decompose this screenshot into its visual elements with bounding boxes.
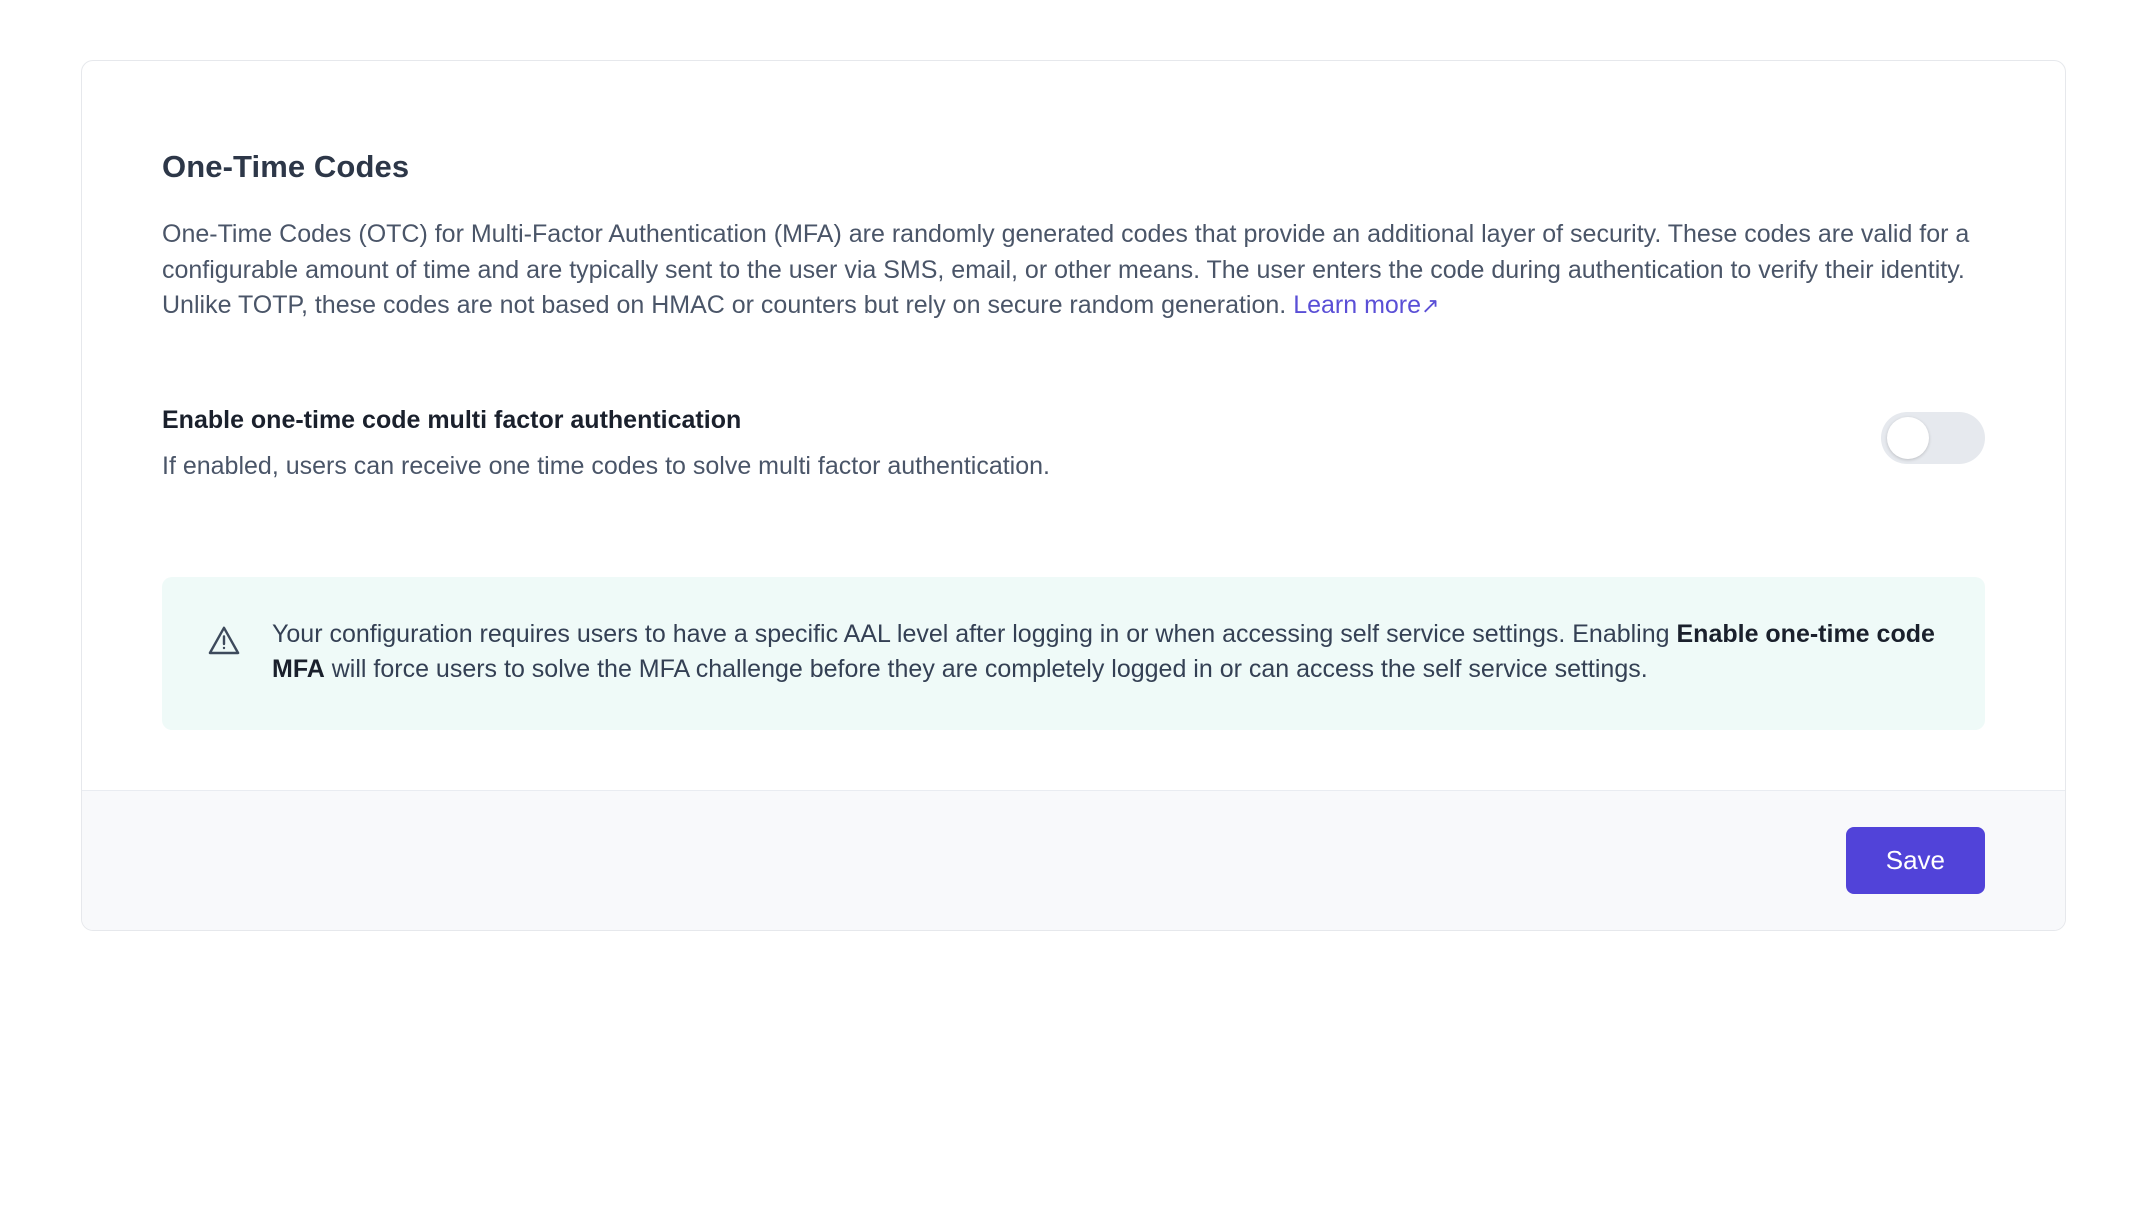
enable-otc-toggle[interactable] [1881, 412, 1985, 464]
enable-otc-setting-texts [162, 406, 1881, 481]
warning-triangle-icon [206, 623, 242, 664]
one-time-codes-card [81, 60, 2066, 931]
save-button[interactable]: Save [1846, 827, 1985, 894]
learn-more-label: Learn more [1293, 291, 1422, 319]
aal-warning-callout [162, 577, 1985, 730]
enable-otc-description: If enabled, users can receive one time codes to solve multi factor authentication. [162, 451, 1050, 480]
aal-warning-text-part-1: Your configuration requires users to have a specific AAL level after logging in or when accessing self service settings. Enabling [272, 619, 1677, 648]
enable-otc-setting-row [162, 406, 1985, 481]
aal-warning-text-part-2: will force users to solve the MFA challenge before they are completely logged in or can access the self service settings. [324, 655, 1648, 683]
card-body [82, 61, 2065, 790]
enable-otc-label: Enable one-time code multi factor authentication [162, 405, 742, 434]
toggle-knob [1887, 417, 1929, 459]
learn-more-link[interactable] [1293, 291, 1439, 319]
card-description [162, 217, 1985, 324]
page-title: One-Time Codes [162, 149, 410, 184]
card-footer [82, 790, 2065, 930]
aal-warning-text [272, 617, 1941, 688]
card-description-text: One-Time Codes (OTC) for Multi-Factor Authentication (MFA) are randomly generated codes that provide an additional layer of security. These codes are valid for a configurable amount of time and are typically sent to the user via SMS, email, or other means. The user enters the code during authentication to verify their identity. Unlike TOTP, these codes are not based on HMAC or counters but rely on secure random generation. [162, 220, 1970, 319]
external-link-arrow-icon: ↗ [1421, 293, 1440, 318]
aal-warning-emphasis: Enable one-time code MFA [272, 619, 1935, 683]
